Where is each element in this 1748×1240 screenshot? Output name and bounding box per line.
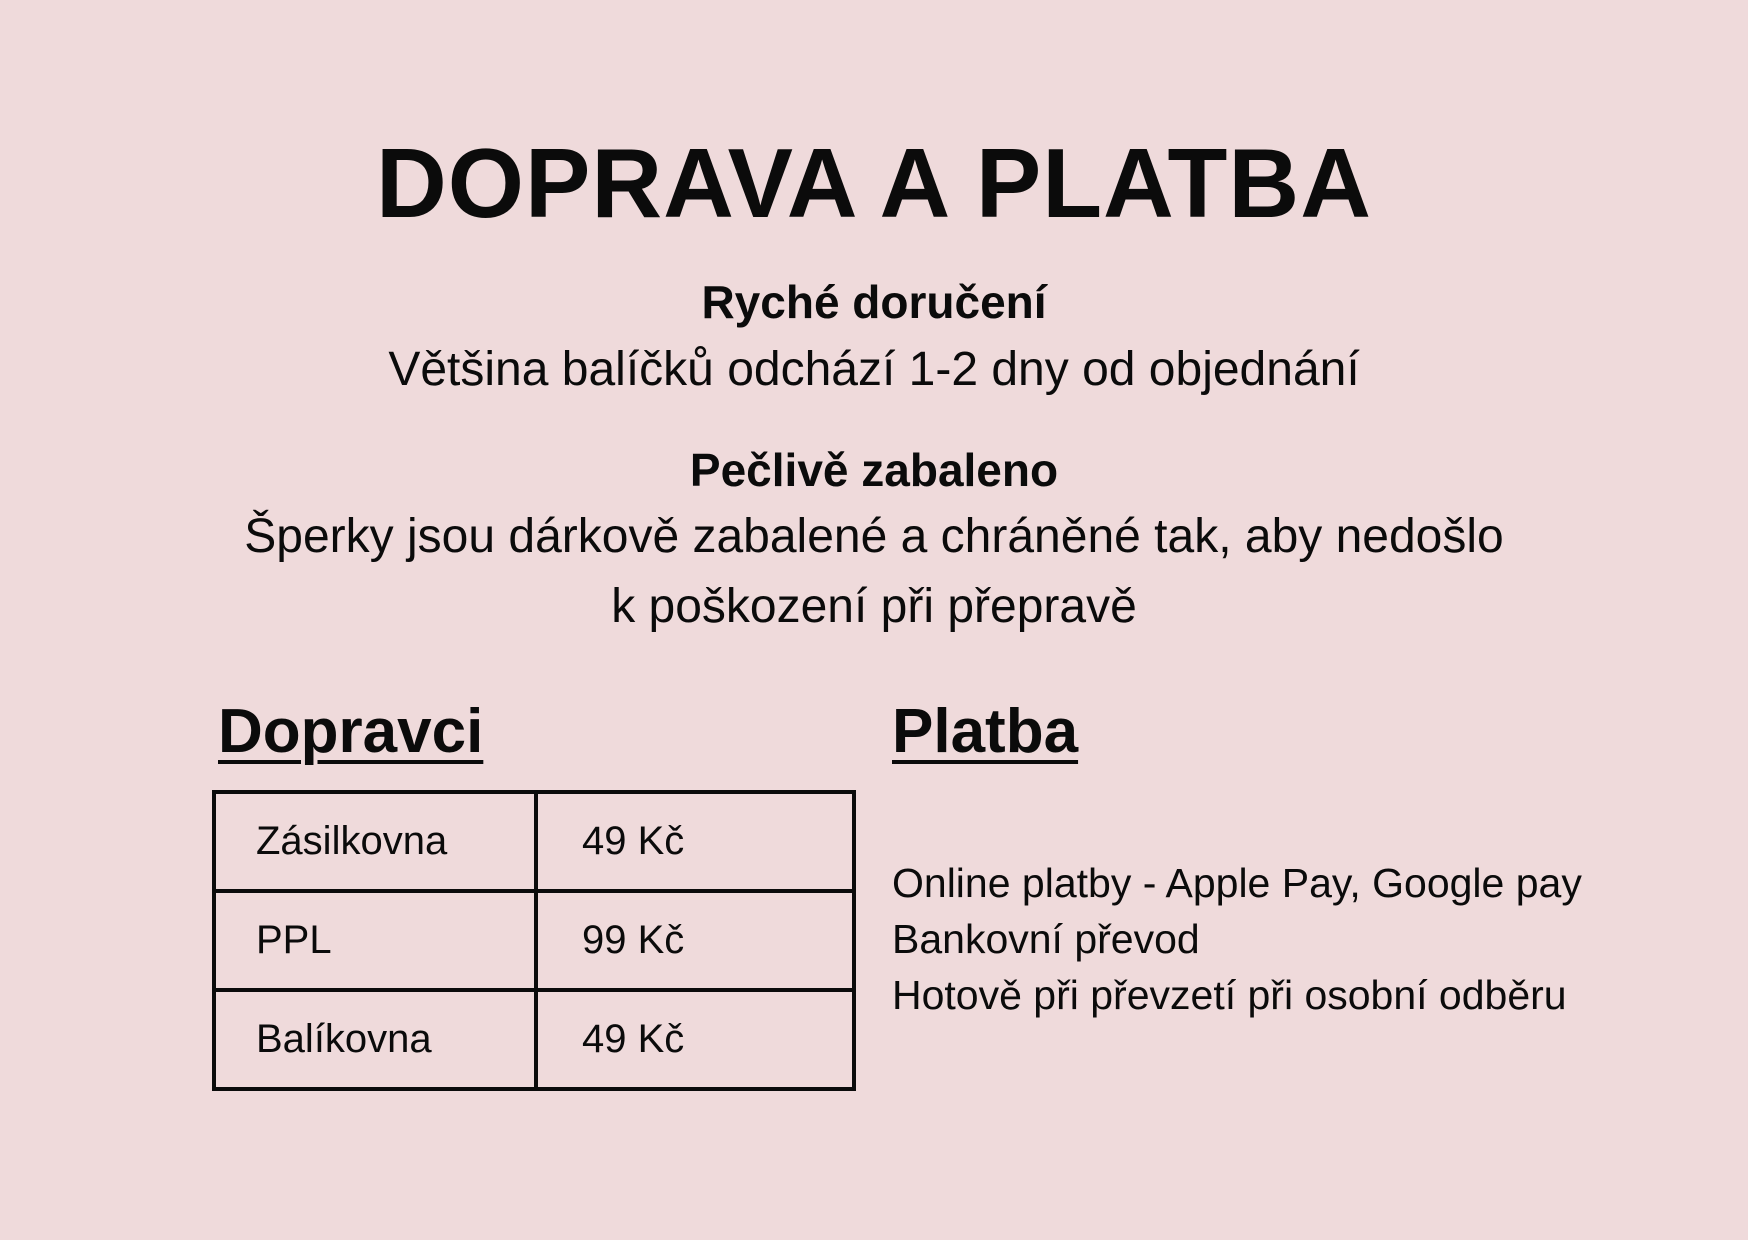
carrier-name: Zásilkovna: [214, 792, 536, 891]
feature-heading-fast-delivery: Ryché doručení: [701, 276, 1047, 328]
carrier-price: 99 Kč: [536, 891, 854, 990]
carriers-heading: Dopravci: [218, 697, 484, 766]
list-item: Online platby - Apple Pay, Google pay: [892, 860, 1582, 906]
list-item: Bankovní převod: [892, 916, 1200, 962]
table-row: [214, 792, 854, 891]
table-row: [214, 990, 854, 1089]
payment-methods-list: [892, 855, 1582, 1023]
carrier-price: 49 Kč: [536, 990, 854, 1089]
carriers-table: [212, 790, 856, 1091]
list-item: Hotově při převzetí při osobní odběru: [892, 972, 1567, 1018]
feature-text-fast-delivery: [0, 335, 1748, 405]
table-row: [214, 891, 854, 990]
carrier-name: PPL: [214, 891, 536, 990]
page-title: DOPRAVA A PLATBA: [376, 128, 1372, 238]
feature-heading-careful-packing: Pečlivě zabaleno: [689, 444, 1059, 496]
feature-text-line: k poškození při přepravě: [611, 580, 1137, 633]
carrier-name: Balíkovna: [214, 990, 536, 1089]
payment-heading: Platba: [892, 697, 1079, 766]
feature-text-line: Většina balíčků odchází 1-2 dny od objednání: [388, 343, 1360, 396]
carrier-price: 49 Kč: [536, 792, 854, 891]
feature-text-careful-packing: [0, 502, 1748, 642]
feature-text-line: Šperky jsou dárkově zabalené a chráněné tak, aby nedošlo: [244, 510, 1504, 563]
